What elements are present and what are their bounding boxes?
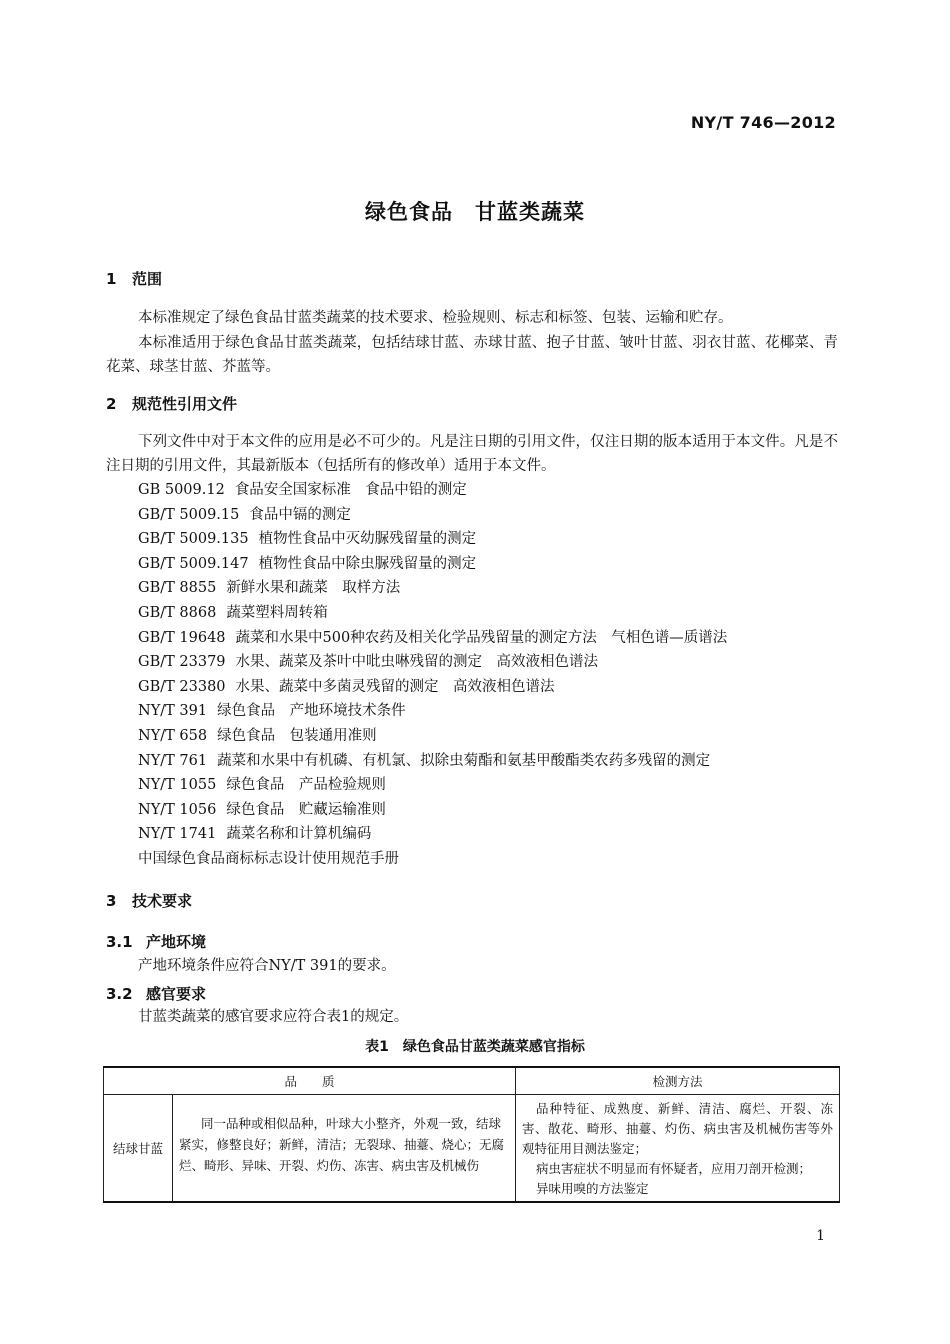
subsection-title: 产地环境 bbox=[146, 933, 207, 951]
subsection-number: 3.1 bbox=[106, 933, 133, 951]
subsection-3-2-heading bbox=[106, 983, 206, 1004]
reference-title: 食品中镉的测定 bbox=[249, 506, 351, 523]
reference-item bbox=[138, 650, 727, 675]
reference-item bbox=[138, 552, 727, 577]
table-caption: 表1 绿色食品甘蓝类蔬菜感官指标 bbox=[365, 1039, 585, 1055]
page-number: 1 bbox=[816, 1228, 825, 1244]
reference-code: GB/T 8855 bbox=[138, 580, 217, 597]
reference-item bbox=[138, 822, 727, 847]
reference-item bbox=[138, 576, 727, 601]
row-quality: 同一品种或相似品种，叶球大小整齐，外观一致，结球紧实，修整良好；新鲜，清洁；无裂球、抽薹、烧心；无腐烂、畸形、异味、开裂、灼伤、冻害、病虫害及机械伤 bbox=[173, 1095, 516, 1203]
document-title: 绿色食品 甘蓝类蔬菜 bbox=[365, 200, 585, 224]
subsection-3-1-heading bbox=[106, 931, 206, 952]
table-header-row bbox=[104, 1067, 840, 1095]
reference-code: NY/T 1741 bbox=[138, 826, 217, 843]
reference-title: 蔬菜塑料周转箱 bbox=[226, 604, 328, 621]
subsection-title: 感官要求 bbox=[146, 985, 207, 1003]
standard-number: NY/T 746—2012 bbox=[690, 113, 836, 132]
subsection-number: 3.2 bbox=[106, 985, 133, 1003]
reference-title: 绿色食品 包装通用准则 bbox=[217, 727, 377, 744]
table-row bbox=[104, 1095, 840, 1203]
method-line-2: 病虫害症状不明显而有怀疑者，应用刀剖开检测； bbox=[536, 1161, 812, 1176]
reference-item bbox=[138, 798, 727, 823]
reference-code: GB/T 5009.15 bbox=[138, 506, 240, 523]
reference-code: GB/T 5009.147 bbox=[138, 555, 249, 572]
section-3-heading bbox=[106, 890, 192, 911]
reference-title: 植物性食品中除虫脲残留量的测定 bbox=[258, 555, 477, 572]
reference-item bbox=[138, 601, 727, 626]
reference-code: GB/T 5009.135 bbox=[138, 531, 249, 548]
reference-item bbox=[138, 773, 727, 798]
reference-code: GB/T 23380 bbox=[138, 678, 226, 695]
section-1-heading bbox=[106, 268, 162, 289]
reference-title: 蔬菜名称和计算机编码 bbox=[226, 826, 372, 843]
reference-title: 水果、蔬菜中多菌灵残留的测定 高效液相色谱法 bbox=[235, 678, 555, 695]
header-method: 检测方法 bbox=[516, 1067, 840, 1095]
reference-title: 蔬菜和水果中有机磷、有机氯、拟除虫菊酯和氨基甲酸酯类农药多残留的测定 bbox=[217, 752, 711, 769]
reference-code: NY/T 1056 bbox=[138, 801, 217, 818]
reference-title: 水果、蔬菜及茶叶中吡虫啉残留的测定 高效液相色谱法 bbox=[235, 654, 599, 671]
reference-code: NY/T 761 bbox=[138, 752, 208, 769]
reference-item bbox=[138, 749, 727, 774]
sensory-table bbox=[103, 1066, 840, 1203]
section-title: 技术要求 bbox=[132, 892, 193, 910]
reference-list bbox=[138, 478, 727, 872]
method-line-3: 异味用嗅的方法鉴定 bbox=[536, 1181, 649, 1196]
section-title: 规范性引用文件 bbox=[132, 395, 238, 413]
reference-code: GB/T 23379 bbox=[138, 654, 226, 671]
section-number: 1 bbox=[106, 270, 117, 288]
subsection-3-2-text: 甘蓝类蔬菜的感官要求应符合表1的规定。 bbox=[138, 1009, 409, 1025]
header-quality: 品 质 bbox=[104, 1067, 516, 1095]
reference-code: GB/T 19648 bbox=[138, 629, 226, 646]
reference-title: 绿色食品 产地环境技术条件 bbox=[217, 703, 406, 720]
section-2-heading bbox=[106, 393, 237, 414]
reference-item bbox=[138, 699, 727, 724]
section-1-para-1: 本标准规定了绿色食品甘蓝类蔬菜的技术要求、检验规则、标志和标签、包装、运输和贮存。 bbox=[138, 310, 733, 326]
reference-item bbox=[138, 675, 727, 700]
reference-title: 绿色食品 贮藏运输准则 bbox=[226, 801, 386, 818]
reference-item bbox=[138, 626, 727, 651]
reference-item bbox=[138, 724, 727, 749]
section-1-para-2: 本标准适用于绿色食品甘蓝类蔬菜，包括结球甘蓝、赤球甘蓝、抱子甘蓝、皱叶甘蓝、羽衣甘蓝、花椰菜、青花菜、球茎甘蓝、芥蓝等。 bbox=[106, 335, 838, 375]
reference-code: NY/T 1055 bbox=[138, 777, 217, 794]
reference-title: 绿色食品 产品检验规则 bbox=[226, 777, 386, 794]
reference-code: NY/T 658 bbox=[138, 727, 208, 744]
subsection-3-1-text: 产地环境条件应符合NY/T 391的要求。 bbox=[138, 958, 396, 974]
reference-code: GB/T 8868 bbox=[138, 604, 217, 621]
method-line-1: 品种特征、成熟度、新鲜、清洁、腐烂、开裂、冻害、散花、畸形、抽薹、灼伤、病虫害及机械伤害等外观特征用目测法鉴定； bbox=[522, 1101, 833, 1156]
section-2-intro: 下列文件中对于本文件的应用是必不可少的。凡是注日期的引用文件，仅注日期的版本适用于本文件。凡是不注日期的引用文件，其最新版本（包括所有的修改单）适用于本文件。 bbox=[106, 434, 838, 474]
reference-title: 新鲜水果和蔬菜 取样方法 bbox=[226, 580, 401, 597]
section-number: 2 bbox=[106, 395, 117, 413]
row-category: 结球甘蓝 bbox=[104, 1095, 173, 1203]
section-title: 范围 bbox=[132, 270, 163, 288]
reference-item bbox=[138, 503, 727, 528]
reference-title: 植物性食品中灭幼脲残留量的测定 bbox=[258, 531, 477, 548]
reference-title: 蔬菜和水果中500种农药及相关化学品残留量的测定方法 气相色谱—质谱法 bbox=[235, 629, 728, 646]
reference-item bbox=[138, 527, 727, 552]
reference-item bbox=[138, 478, 727, 503]
reference-code: NY/T 391 bbox=[138, 703, 208, 720]
row-method bbox=[516, 1095, 840, 1203]
reference-title: 食品安全国家标准 食品中铅的测定 bbox=[234, 482, 467, 498]
reference-title: 中国绿色食品商标标志设计使用规范手册 bbox=[138, 850, 399, 867]
reference-item bbox=[138, 847, 727, 872]
reference-code: GB 5009.12 bbox=[138, 482, 225, 498]
section-number: 3 bbox=[106, 892, 117, 910]
